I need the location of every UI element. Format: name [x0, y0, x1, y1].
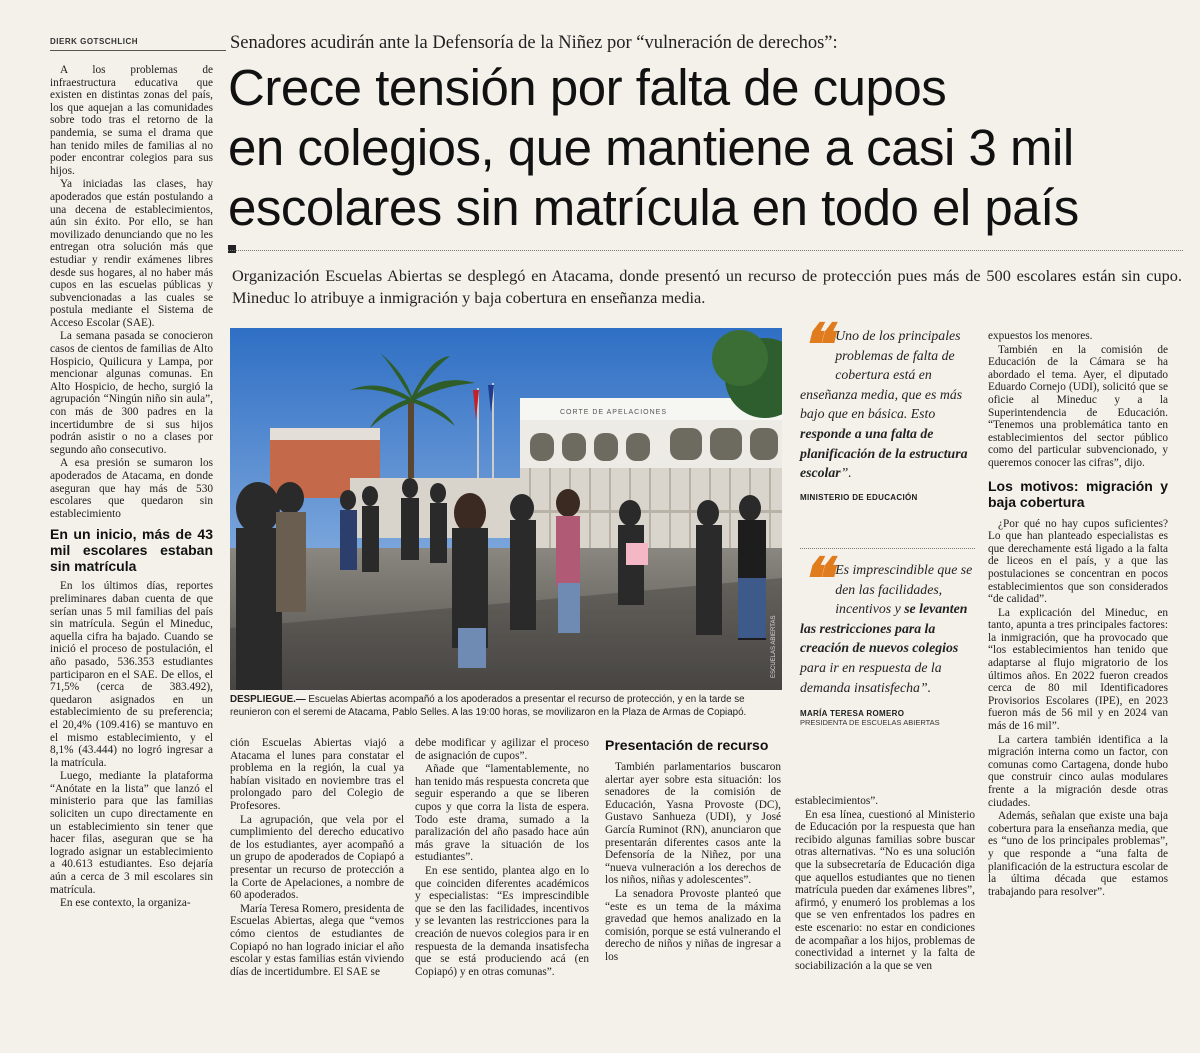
paragraph: En ese sentido, plantea algo en lo que coinciden diferentes académicos y especialistas: “Es imprescindible que se den las facilidades, incentivos y se levanten las restricciones para la creación de nuevos colegios para ir en respuesta de la demanda insatisfecha que se está produciendo acá (en Copiapó) y en otras comunas”. [415, 864, 589, 978]
photo-caption [230, 693, 785, 719]
column-5 [795, 795, 975, 973]
paragraph: La agrupación, que vela por el cumplimiento del derecho educativo de los estudiantes, ayer acompañó a un grupo de apoderados de Copiapó a presentar un recurso de protección a la Corte de Apelaciones, a nombre de 60 apoderados. [230, 813, 404, 902]
quote-mark-icon: ❝ [800, 313, 832, 378]
paragraph: Añade que “lamentablemente, no han tenido más respuesta concreta que seguir esperando a que se liberen cupos y que corra la lista de espera. Todo este drama, sumado a la paralización del año pasado hace aún más grave la situación de los estudiantes”. [415, 763, 589, 864]
caption-label: DESPLIEGUE.— [230, 694, 306, 705]
paragraph: María Teresa Romero, presidenta de Escuelas Abiertas, alega que “vemos cómo cientos de estudiantes de Copiapó no han logrado iniciar el año escolar y estas familias están viviendo días de incertidumbre. El SAE se [230, 902, 404, 978]
quote-text: ❝ Es imprescindible que se den las facilidades, incentivos y se levanten las restricciones para la creación de nuevos colegios para ir en respuesta de la demanda insatisfecha”. [800, 547, 973, 695]
column-6 [988, 330, 1168, 899]
column-1 [50, 64, 213, 911]
court-sign: CORTE DE APELACIONES [560, 409, 668, 416]
quote-source-role: PRESIDENTA DE ESCUELAS ABIERTAS [800, 718, 940, 728]
section-subhead: Los motivos: migración y baja cobertura [988, 477, 1168, 510]
photo-credit: ESCUELAS ABIERTAS [771, 615, 777, 678]
byline: DIERK GOTSCHLICH [50, 37, 226, 51]
paragraph: Ya iniciadas las clases, hay apoderados que están postulando a una decena de establecimientos, aún sin éxito. Por ello, se han movilizado denunciando que no les entregan otra solución más que estudiar y rendir exámenes libres desde sus hogares, al no haber más cupos en las escuelas públicas y subvencionadas a las cuales se postula mediante el Sistema de Acceso Escolar (SAE). [50, 178, 213, 329]
column-3 [415, 737, 589, 979]
column-4 [605, 737, 781, 965]
paragraph: ¿Por qué no hay cupos suficientes? Lo que han planteado especialistas es que derechamente está ligado a la falta de liceos en el país, y a que las postulaciones se concentran en pocos establecimientos que son considerados “de calidad”. [988, 517, 1168, 606]
headline-line: escolares sin matrícula en todo el país [228, 179, 1079, 236]
section-subhead: En un inicio, más de 43 mil escolares estaban sin matrícula [50, 526, 213, 575]
paragraph: También parlamentarios buscaron alertar ayer sobre esta situación: los senadores de la comisión de Educación, Yasna Provoste (DC), Gustavo Sanhueza (UDI), y José García Ruminot (RN), anunciaron que presentarán diferentes casos ante la Defensoría de la Niñez, por una “nueva vulneración a los derechos de los niños, niñas y adolescentes”. [605, 761, 781, 887]
paragraph: En los últimos días, reportes preliminares daban cuenta de que serían unas 5 mil familias del país sin matrícula. Según el Mineduc, aquella cifra ha bajado. Cuando se inició el proceso de postulación, el año pasado, 536.353 estudiantes participaron en el SAE. De ellos, el 71,5% (cerca de 383.492), quedaron asignados en un establecimiento de su preferencia; el 20,4% (109.416) se mantuvo en el mismo establecimiento, y el 8,1% (43.444) no logró ingresar a la matrícula. [50, 580, 213, 769]
headline-line: en colegios, que mantiene a casi 3 mil [228, 119, 1074, 176]
divider [228, 250, 1183, 251]
pull-quote-mineduc [800, 313, 975, 502]
kicker: Senadores acudirán ante la Defensoría de la Niñez por “vulneración de derechos”: [230, 33, 838, 53]
deck: Organización Escuelas Abiertas se desplegó en Atacama, donde presentó un recurso de protección pues más de 500 escolares están sin cupo. Mineduc lo atribuye a inmigración y baja cobertura en enseñanza media. [232, 266, 1182, 307]
headline-line: Crece tensión por falta de cupos [228, 59, 947, 116]
paragraph: La semana pasada se conocieron casos de cientos de familias de Alto Hospicio, Quilicura y Lampa, por mencionar algunas comunas. En Alto Hospicio, de hecho, surgió la agrupación “Ningún niño sin aula”, con más de 300 padres en la incertidumbre de si sus hijos podrán asistir o no a clases por segundo año consecutivo. [50, 330, 213, 456]
paragraph: debe modificar y agilizar el proceso de asignación de cupos”. [415, 737, 589, 762]
headline [228, 58, 1178, 238]
paragraph: Luego, mediante la plataforma “Anótate en la lista” que lanzó el ministerio para que las familias soliciten un cupo directamente en un establecimiento sin tener que hacer filas, aseguran que se ha logrado asignar un establecimiento a 40.613 estudiantes. Eso dejaría aún a cerca de 3 mil escolares sin matrícula. [50, 770, 213, 896]
divider-bullet [228, 245, 236, 253]
column-2 [230, 737, 404, 979]
paragraph: En ese contexto, la organiza- [60, 897, 191, 910]
paragraph: La explicación del Mineduc, en tanto, apunta a tres principales factores: la inmigración, que ha provocado que “los establecimientos han tenido que adaptarse al flujo migratorio de los últimos años. En 2022 fueron creados cerca de 80 mil Identificadores Provisorios Escolares (IPE), en 2023 fueron más de 56 mil y en 2024 van más de 16 mil”. [988, 606, 1168, 733]
paragraph: A los problemas de infraestructura educativa que existen en distintas zonas del país, los que aquejan a las comunidades sobre todo tras el retorno de la pandemia, se suma el drama que han tenido miles de familias al no poder encontrar colegios para sus hijos. [50, 64, 213, 177]
paragraph: A esa presión se sumaron los apoderados de Atacama, en donde aseguran que hay más de 530 escolares que quedaron sin establecimiento [50, 457, 213, 520]
paragraph: La cartera también identifica a la migración interna como un factor, con comunas como Cartagena, donde hubo que construir cinco aulas modulares frente a la migración desde otras ciudades. [988, 733, 1168, 809]
paragraph: establecimientos”. [795, 795, 879, 807]
caption-text: Escuelas Abiertas acompañó a los apoderados a presentar el recurso de protección, y en la tarde se reunieron con el seremi de Atacama, Pablo Selles. A las 19:00 horas, se movilizaron en la Plaza de Armas de Copiapó. [230, 694, 747, 718]
quote-source: MINISTERIO DE EDUCACIÓN [800, 492, 918, 502]
paragraph: expuestos los menores. [988, 330, 1093, 342]
paragraph: También en la comisión de Educación de la Cámara se ha abordado el tema. Ayer, el diputado Eduardo Cornejo (UDI), solicitó que se oficie al Mineduc y a la Superintendencia de Educación. “Tenemos una problemática tanto en establecimientos del sector público como del particular subvencionado, y queremos conocer las cifras”, dijo. [988, 343, 1168, 469]
paragraph: ción Escuelas Abiertas viajó a Atacama el lunes para constatar el problema en la región, la cual ya habían visitado en noviembre tras el prolongado paro del Colegio de Profesores. [230, 737, 404, 812]
paragraph: La senadora Provoste planteó que “este es un tema de la máxima gravedad que hemos analizado en la comisión, porque se está vulnerando el derecho de niños y niñas de ingresar a los [605, 887, 781, 963]
quote-text: ❝ Uno de los principales problemas de falta de cobertura está en enseñanza media, que es más bajo que en básica. Esto responde a una falta de planificación de la estructura escolar”. [800, 313, 968, 481]
quote-mark-icon: ❝ [800, 547, 832, 612]
pull-quote-romero [800, 547, 975, 728]
quote-source: MARÍA TERESA ROMERO [800, 709, 905, 719]
section-subhead: Presentación de recurso [605, 737, 769, 753]
paragraph: En esa línea, cuestionó al Ministerio de Educación por la respuesta que han recibido algunas familias sobre buscar otras alternativas. “No es una solución que la subsecretaría de Educación diga que aquellos estudiantes que no tienen matrícula pueden dar exámenes libres”, afirmó, y enumeró los problemas a los que se ven enfrentados los padres en este escenario: no estar en condiciones de acompañar a los hijos, problemas de conectividad a internet y la falta de sociabilización a la que se ven [795, 808, 975, 972]
news-photo [230, 328, 782, 690]
paragraph: Además, señalan que existe una baja cobertura para la enseñanza media, que es “uno de los principales problemas”, y que responde a “una falta de planificación de la estructura escolar de la última década que estamos trabajando para resolver”. [988, 810, 1168, 898]
